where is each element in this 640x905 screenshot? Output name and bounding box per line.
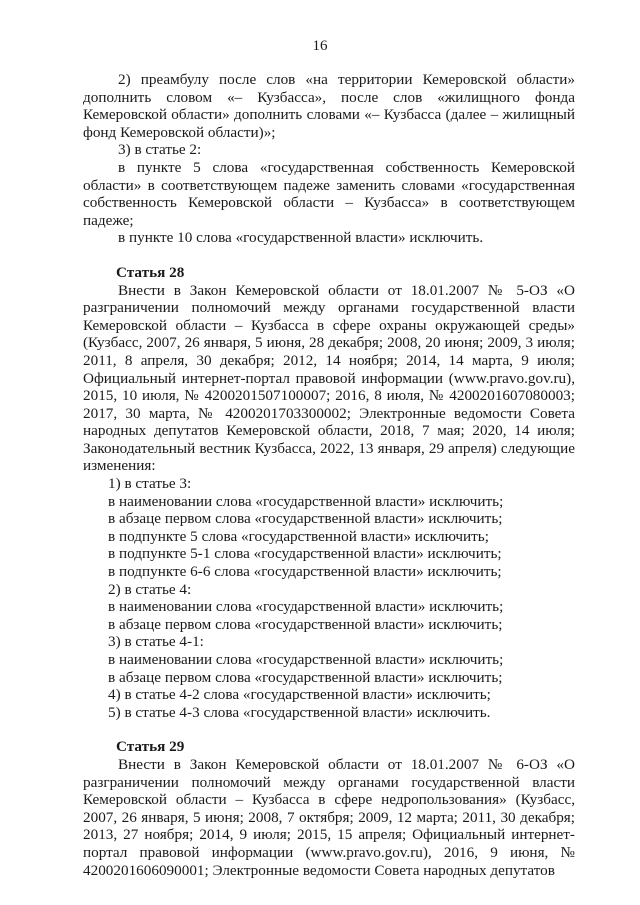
paragraph-point-10: в пункте 10 слова «государственной власти» исключить. xyxy=(118,229,484,247)
article-28-item: в подпункте 5 слова «государственной власти» исключить; xyxy=(108,527,489,545)
article-28-intro: Внести в Закон Кемеровской области от 18.01.2007 № 5-ОЗ «О разграничении полномочий между органами государственной власти Кемеровской области – Кузбасса в сфере охраны окружающей среды» (Кузбасс, 2007, 26 января, 5 июня, 28 декабря; 2008, 20 июня; 2009, 3 июля; 2011, 8 апреля, 30 декабря; 2012, 14 ноября; 2014, 14 марта, 9 июля; Официальный интернет-портал правовой информации (www.pravo.gov.ru), 2015, 10 июля, № 4200201507100007; 2016, 8 июля, № 4200201607080003; 2017, 30 марта, № 4200201703300002; Электронные ведомости Совета народных депутатов Кемеровской области, 2018, 7 мая; 2020, 14 июля; Законодательный вестник Кузбасса, 2022, 13 января, 29 апреля) следующие изменения: xyxy=(83,281,575,475)
paragraph-article-2: 3) в статье 2: xyxy=(118,141,202,159)
page-number: 16 xyxy=(312,38,328,54)
article-28-item: в подпункте 6-6 слова «государственной власти» исключить; xyxy=(108,563,502,581)
article-28-item: в подпункте 5-1 слова «государственной власти» исключить; xyxy=(108,545,502,563)
article-29-intro: Внести в Закон Кемеровской области от 18.01.2007 № 6-ОЗ «О разграничении полномочий между органами государственной власти Кемеровской области – Кузбасса в сфере недропользования» (Кузбасс, 2007, 26 января, 5 июня; 2008, 7 октября; 2009, 12 марта; 2011, 30 декабря; 2013, 27 ноября; 2014, 9 июля; 2015, 15 апреля; Официальный интернет-портал правовой информации (www.pravo.gov.ru), 2016, 9 июня, № 4200201606090001; Электронные ведомости Совета народных депутатов xyxy=(83,755,575,879)
article-28-item: в абзаце первом слова «государственной власти» исключить; xyxy=(108,615,503,633)
article-28-item: 5) в статье 4-3 слова «государственной власти» исключить. xyxy=(108,703,491,721)
spacer xyxy=(83,721,575,738)
article-28-item: 1) в статье 3: xyxy=(108,475,192,493)
article-28-item: в абзаце первом слова «государственной власти» исключить; xyxy=(108,668,503,686)
article-28-item: 4) в статье 4-2 слова «государственной власти» исключить; xyxy=(108,686,491,704)
paragraph-preamble-amendment: 2) преамбулу после слов «на территории Кемеровской области» дополнить словом «– Кузбасса», после слов «жилищного фонда Кемеровской области» дополнить словами «– Кузбасса (далее – жилищный фонд Кемеровской области)»; xyxy=(83,71,575,141)
article-28-item: 2) в статье 4: xyxy=(108,580,192,598)
article-28-item: в абзаце первом слова «государственной власти» исключить; xyxy=(108,510,503,528)
document-body xyxy=(83,71,575,879)
spacer xyxy=(83,247,575,264)
article-28-item: 3) в статье 4-1: xyxy=(108,633,204,651)
article-28-item: в наименовании слова «государственной власти» исключить; xyxy=(108,651,504,668)
article-28-item: в наименовании слова «государственной власти» исключить; xyxy=(108,492,504,510)
article-28-heading: Статья 28 xyxy=(116,263,185,281)
paragraph-point-5: в пункте 5 слова «государственная собственность Кемеровской области» в соответствующем падеже заменить словами «государственная собственность Кемеровской области – Кузбасса» в соответствующем падеже; xyxy=(83,158,575,229)
article-29-heading: Статья 29 xyxy=(116,738,185,756)
article-28-item: в наименовании слова «государственной власти» исключить; xyxy=(108,598,504,616)
